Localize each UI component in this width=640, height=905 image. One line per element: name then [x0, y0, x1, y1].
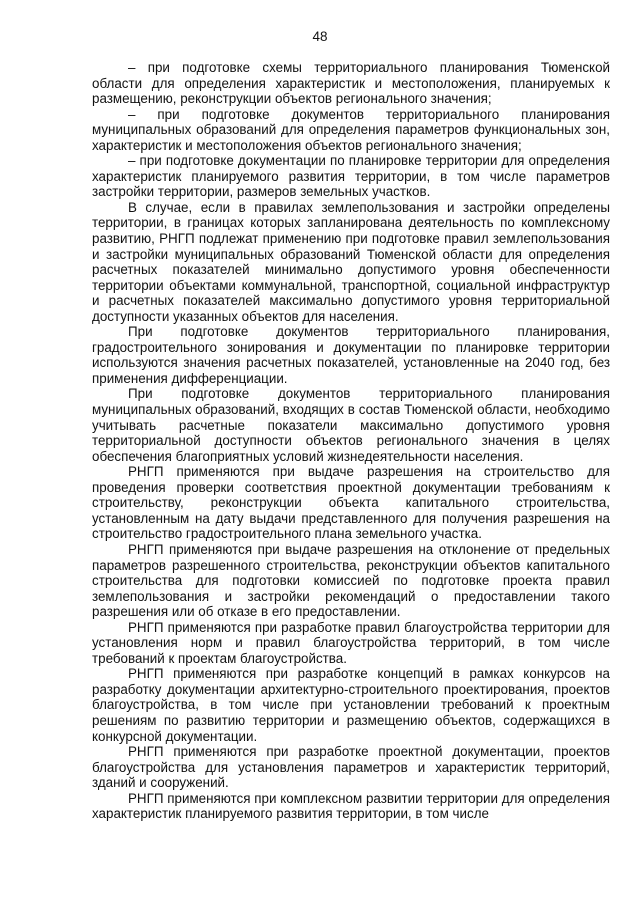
paragraph: РНГП применяются при комплексном развитии территории для определения характеристик планируемого развития территории, в том числе [92, 790, 610, 822]
paragraph: – при подготовке схемы территориального планирования Тюменской области для определения характеристик и местоположения, планируемых к размещению, реконструкции объектов регионального значения; [92, 60, 610, 107]
paragraph: В случае, если в правилах землепользования и застройки определены территории, в границах которых запланирована деятельность по комплексному развитию, РНГП подлежат применению при подготовке правил землепользования и застройки муниципальных образований Тюменской области для определения расчетных показателей минимально допустимого уровня обеспеченности территории объектами коммунальной, транспортной, социальной инфраструктур и расчетных показателей максимально допустимого уровня территориальной доступности указанных объектов для населения. [92, 199, 610, 324]
page-number: 48 [312, 29, 328, 44]
paragraph: При подготовке документов территориального планирования муниципальных образований, входящих в состав Тюменской области, необходимо учитывать расчетные показатели максимально допустимого уровня территориальной доступности объектов регионального значения в целях обеспечения благоприятных условий жизнедеятельности населения. [92, 386, 610, 464]
paragraph: РНГП применяются при разработке проектной документации, проектов благоустройства для установления параметров и характеристик территорий, зданий и сооружений. [92, 744, 610, 791]
paragraph: РНГП применяются при выдаче разрешения на строительство для проведения проверки соответствия проектной документации требованиям к строительству, реконструкции объекта капитального строительства, установленным на дату выдачи представленного для получения разрешения на строительство градостроительного плана земельного участка. [92, 464, 610, 542]
paragraph: – при подготовке документации по планировке территории для определения характеристик планируемого развития территории, в том числе параметров застройки территории, размеров земельных участков. [92, 153, 610, 200]
paragraph: РНГП применяются при разработке концепций в рамках конкурсов на разработку документации архитектурно-строительного проектирования, проектов благоустройства, в том числе при установлении требований к проектным решениям по развитию территории и размещению объектов, содержащихся в конкурсной документации. [92, 666, 610, 744]
paragraph: При подготовке документов территориального планирования, градостроительного зонирования и документации по планировке территории используются значения расчетных показателей, установленные на 2040 год, без применения дифференциации. [92, 324, 610, 386]
document-body [92, 60, 610, 822]
paragraph: – при подготовке документов территориального планирования муниципальных образований для определения параметров функциональных зон, характеристик и местоположения объектов регионального значения; [92, 106, 610, 153]
paragraph: РНГП применяются при разработке правил благоустройства территории для установления норм и правил благоустройства территорий, в том числе требований к проектам благоустройства. [92, 619, 610, 666]
paragraph: РНГП применяются при выдаче разрешения на отклонение от предельных параметров разрешенного строительства, реконструкции объектов капитального строительства для подготовки комиссией по подготовке проекта правил землепользования и застройки рекомендаций о предоставлении такого разрешения или об отказе в его предоставлении. [92, 541, 610, 620]
